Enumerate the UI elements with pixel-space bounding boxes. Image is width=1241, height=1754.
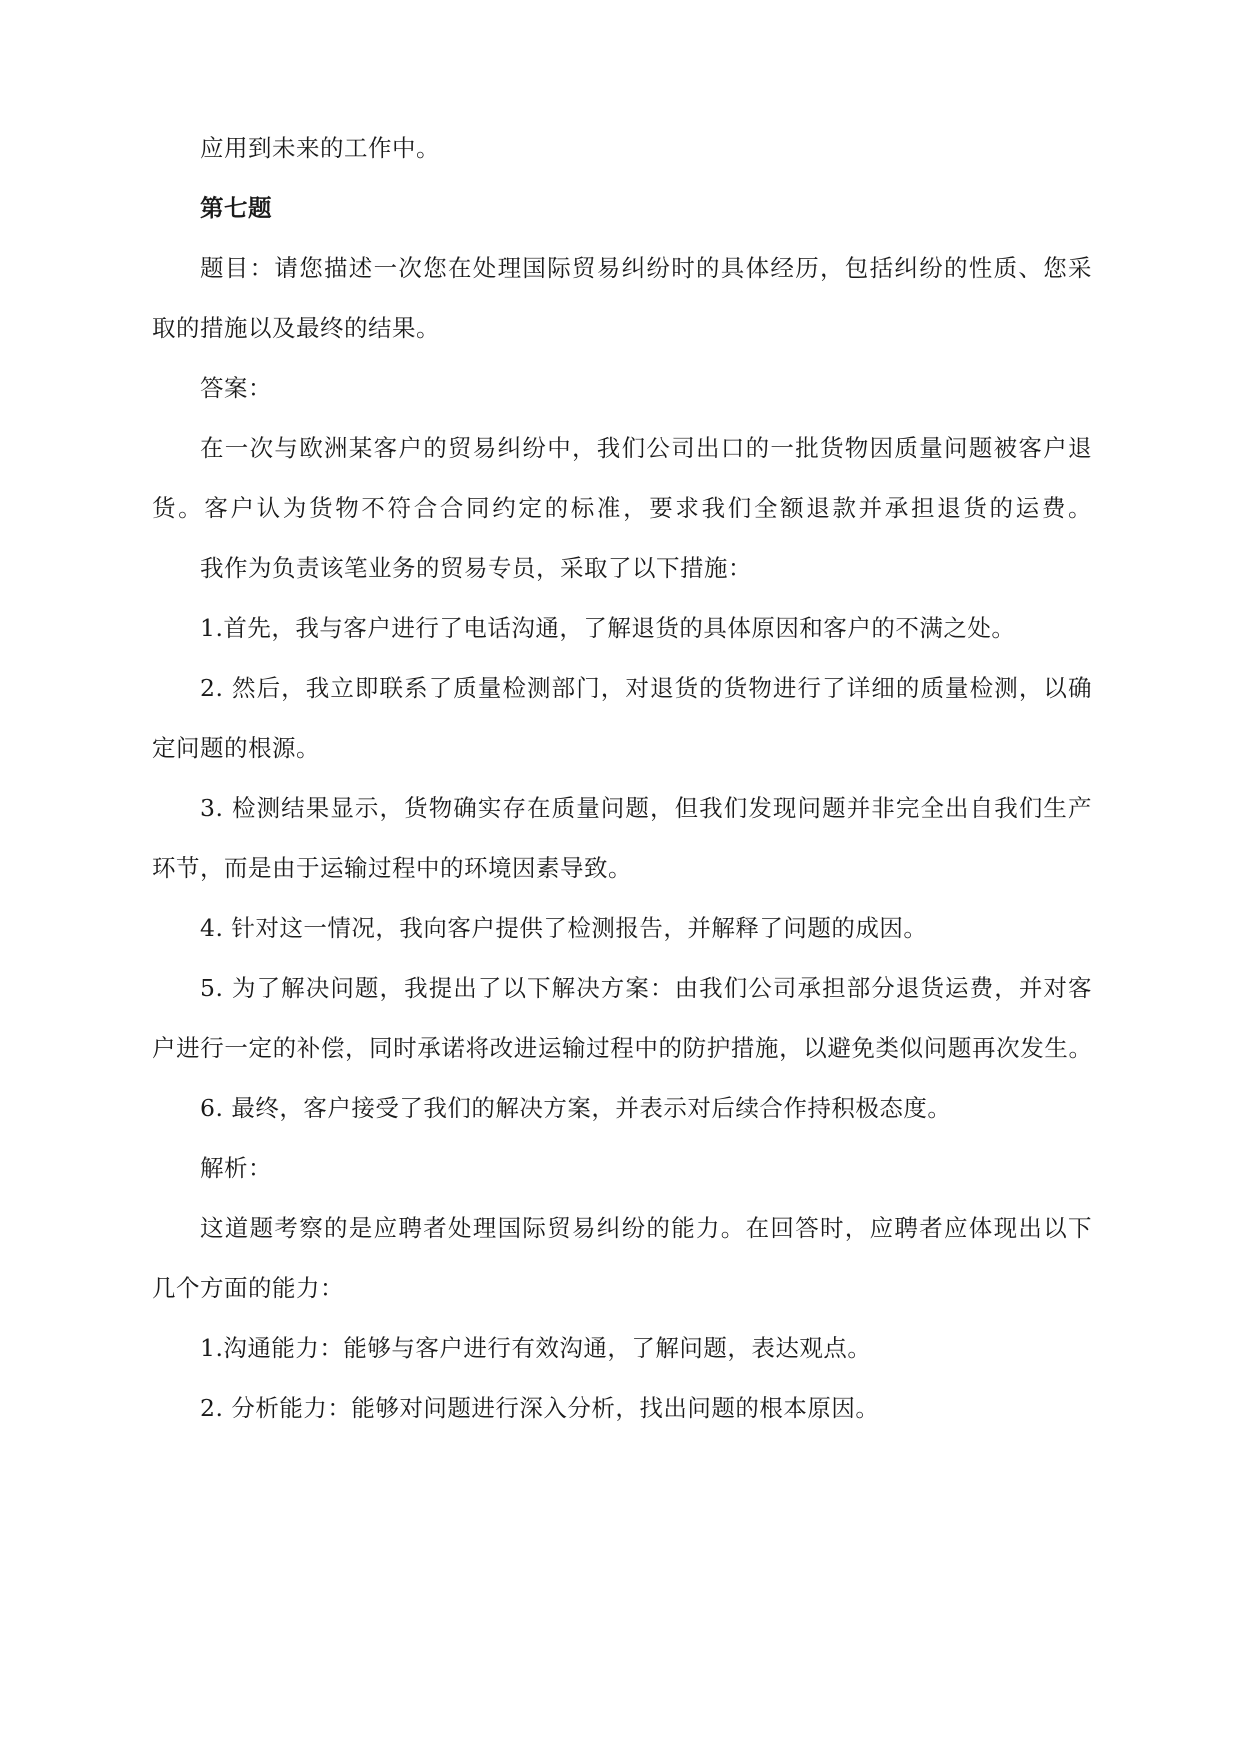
- answer-intro-line-1: 在一次与欧洲某客户的贸易纠纷中，我们公司出口的一批货物因质量问题被客户退: [200, 434, 1092, 462]
- answer-step-5-line-1: 5. 为了解决问题，我提出了以下解决方案：由我们公司承担部分退货运费，并对客: [200, 974, 1092, 1002]
- section-heading: 第七题: [200, 194, 272, 222]
- answer-step-1: 1.首先，我与客户进行了电话沟通，了解退货的具体原因和客户的不满之处。: [200, 614, 1016, 642]
- analysis-label: 解析：: [200, 1154, 272, 1182]
- analysis-point-2: 2. 分析能力：能够对问题进行深入分析，找出问题的根本原因。: [200, 1394, 880, 1422]
- answer-label: 答案：: [200, 374, 272, 402]
- answer-step-2-line-1: 2. 然后，我立即联系了质量检测部门，对退货的货物进行了详细的质量检测，以确: [200, 674, 1092, 702]
- answer-intro-line-2: 货。客户认为货物不符合合同约定的标准，要求我们全额退款并承担退货的运费。: [152, 494, 1092, 522]
- answer-role: 我作为负责该笔业务的贸易专员，采取了以下措施：: [200, 554, 752, 582]
- question-line-1: 题目：请您描述一次您在处理国际贸易纠纷时的具体经历，包括纠纷的性质、您采: [200, 254, 1092, 282]
- analysis-point-1: 1.沟通能力：能够与客户进行有效沟通，了解问题，表达观点。: [200, 1334, 872, 1362]
- question-line-2: 取的措施以及最终的结果。: [152, 314, 440, 342]
- answer-step-5-line-2: 户进行一定的补偿，同时承诺将改进运输过程中的防护措施，以避免类似问题再次发生。: [152, 1034, 1092, 1062]
- analysis-line-2: 几个方面的能力：: [152, 1274, 344, 1302]
- answer-step-3-line-1: 3. 检测结果显示，货物确实存在质量问题，但我们发现问题并非完全出自我们生产: [200, 794, 1092, 822]
- answer-step-2-line-2: 定问题的根源。: [152, 734, 320, 762]
- continuation-text: 应用到未来的工作中。: [200, 134, 440, 162]
- answer-step-3-line-2: 环节，而是由于运输过程中的环境因素导致。: [152, 854, 632, 882]
- analysis-line-1: 这道题考察的是应聘者处理国际贸易纠纷的能力。在回答时，应聘者应体现出以下: [200, 1214, 1092, 1242]
- answer-step-4: 4. 针对这一情况，我向客户提供了检测报告，并解释了问题的成因。: [200, 914, 928, 942]
- answer-step-6: 6. 最终，客户接受了我们的解决方案，并表示对后续合作持积极态度。: [200, 1094, 952, 1122]
